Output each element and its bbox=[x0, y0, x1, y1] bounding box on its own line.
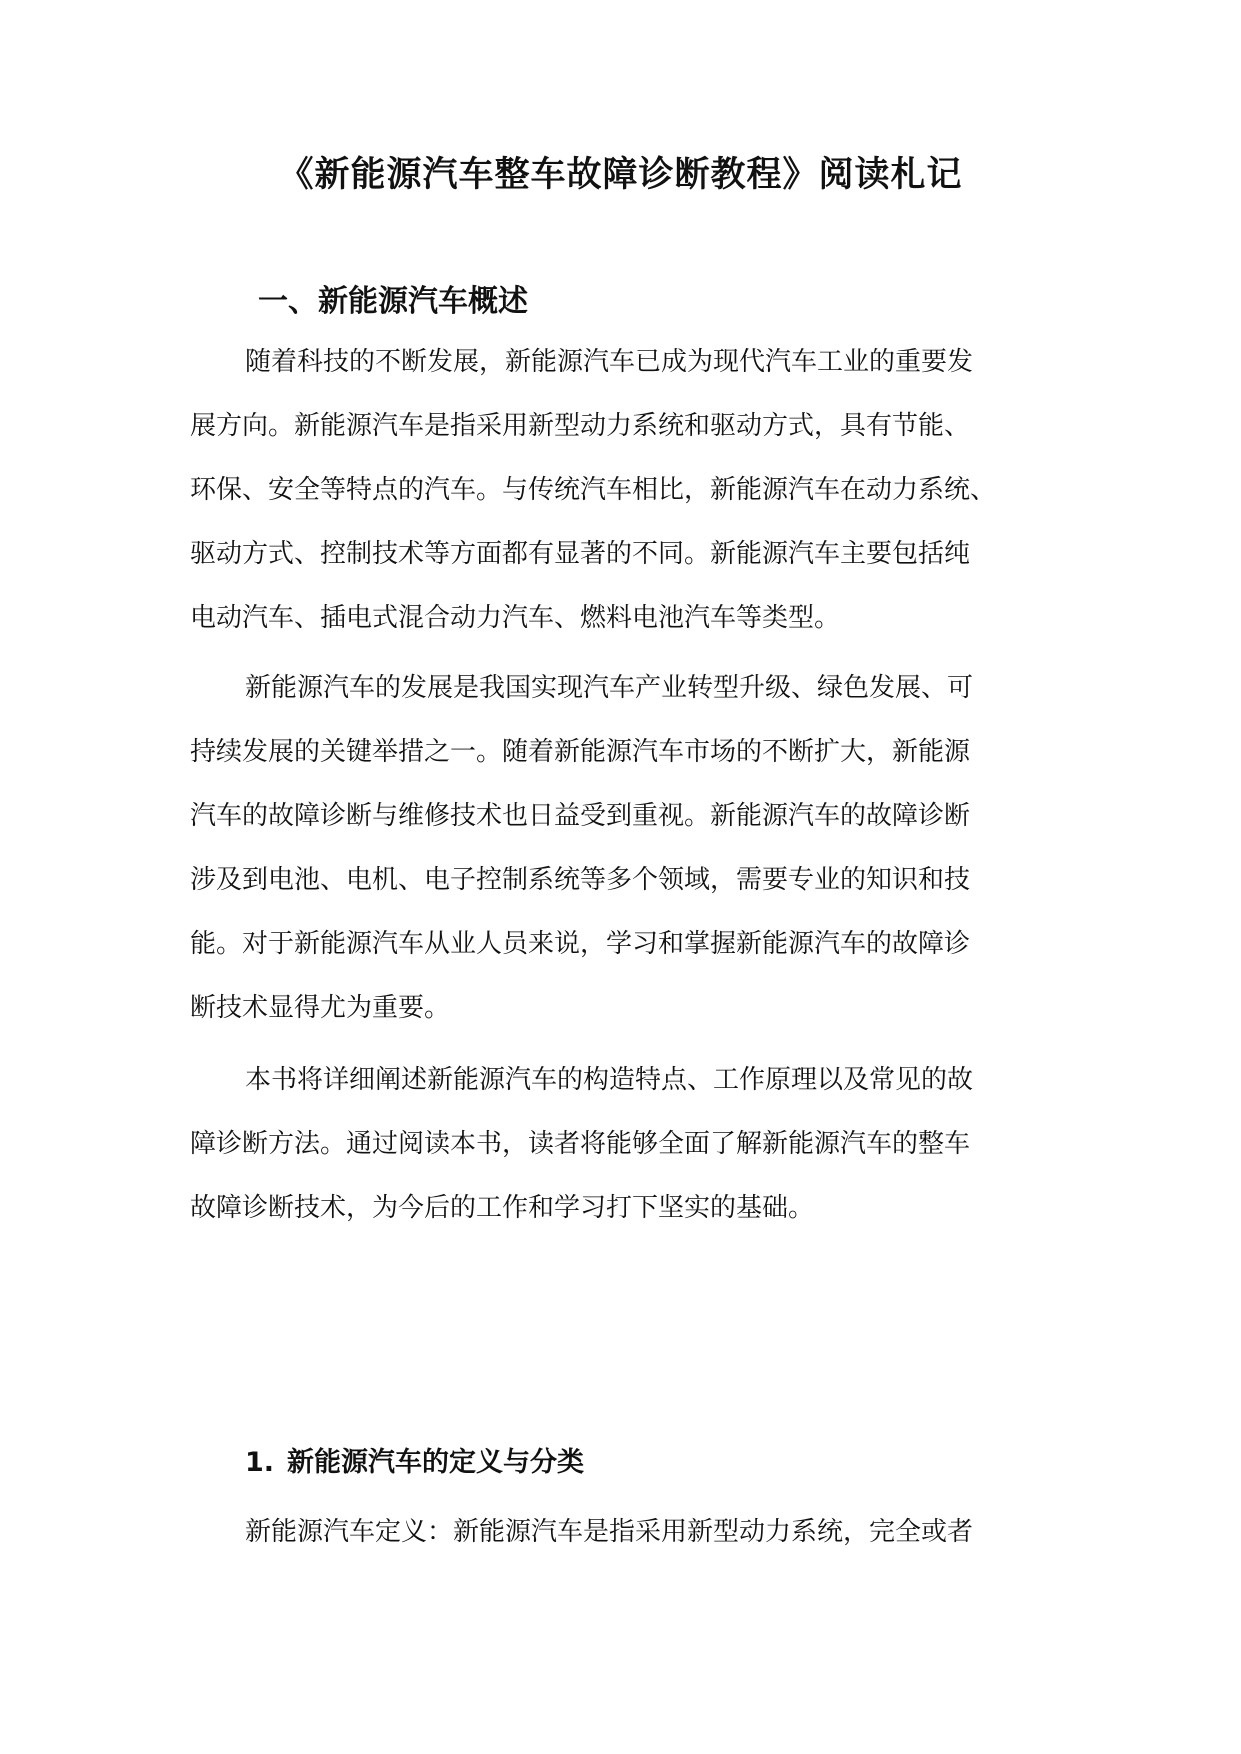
subsection-title: 新能源汽车的定义与分类 bbox=[287, 1447, 584, 1478]
paragraph-line: 汽车的故障诊断与维修技术也日益受到重视。新能源汽车的故障诊断 bbox=[190, 801, 971, 831]
paragraph-line: 新能源汽车的发展是我国实现汽车产业转型升级、绿色发展、可 bbox=[245, 673, 974, 703]
paragraph-line: 展方向。新能源汽车是指采用新型动力系统和驱动方式，具有节能、 bbox=[190, 411, 971, 441]
paragraph-line: 电动汽车、插电式混合动力汽车、燃料电池汽车等类型。 bbox=[190, 603, 841, 633]
paragraph-4 bbox=[190, 1500, 1060, 1564]
subsection-heading bbox=[245, 1441, 584, 1485]
paragraph-line: 断技术显得尤为重要。 bbox=[190, 993, 451, 1023]
paragraph-line: 故障诊断技术，为今后的工作和学习打下坚实的基础。 bbox=[190, 1193, 815, 1223]
paragraph-line: 持续发展的关键举措之一。随着新能源汽车市场的不断扩大，新能源 bbox=[190, 737, 971, 767]
section-heading: 一、新能源汽车概述 bbox=[258, 284, 528, 319]
paragraph-line: 随着科技的不断发展，新能源汽车已成为现代汽车工业的重要发 bbox=[245, 347, 974, 377]
paragraph-line: 涉及到电池、电机、电子控制系统等多个领域，需要专业的知识和技 bbox=[190, 865, 971, 895]
document-title: 《新能源汽车整车故障诊断教程》阅读札记 bbox=[278, 155, 963, 195]
paragraph-line: 本书将详细阐述新能源汽车的构造特点、工作原理以及常见的故 bbox=[245, 1065, 974, 1095]
paragraph-line: 能。对于新能源汽车从业人员来说，学习和掌握新能源汽车的故障诊 bbox=[190, 929, 971, 959]
paragraph-3 bbox=[190, 1048, 1060, 1240]
paragraph-1 bbox=[190, 330, 1060, 650]
subsection-number: 1. bbox=[245, 1447, 275, 1478]
paragraph-2 bbox=[190, 656, 1060, 1040]
paragraph-line: 障诊断方法。通过阅读本书，读者将能够全面了解新能源汽车的整车 bbox=[190, 1129, 971, 1159]
paragraph-line: 环保、安全等特点的汽车。与传统汽车相比，新能源汽车在动力系统、 bbox=[190, 475, 997, 505]
paragraph-line: 新能源汽车定义：新能源汽车是指采用新型动力系统，完全或者 bbox=[245, 1517, 974, 1547]
paragraph-line: 驱动方式、控制技术等方面都有显著的不同。新能源汽车主要包括纯 bbox=[190, 539, 971, 569]
